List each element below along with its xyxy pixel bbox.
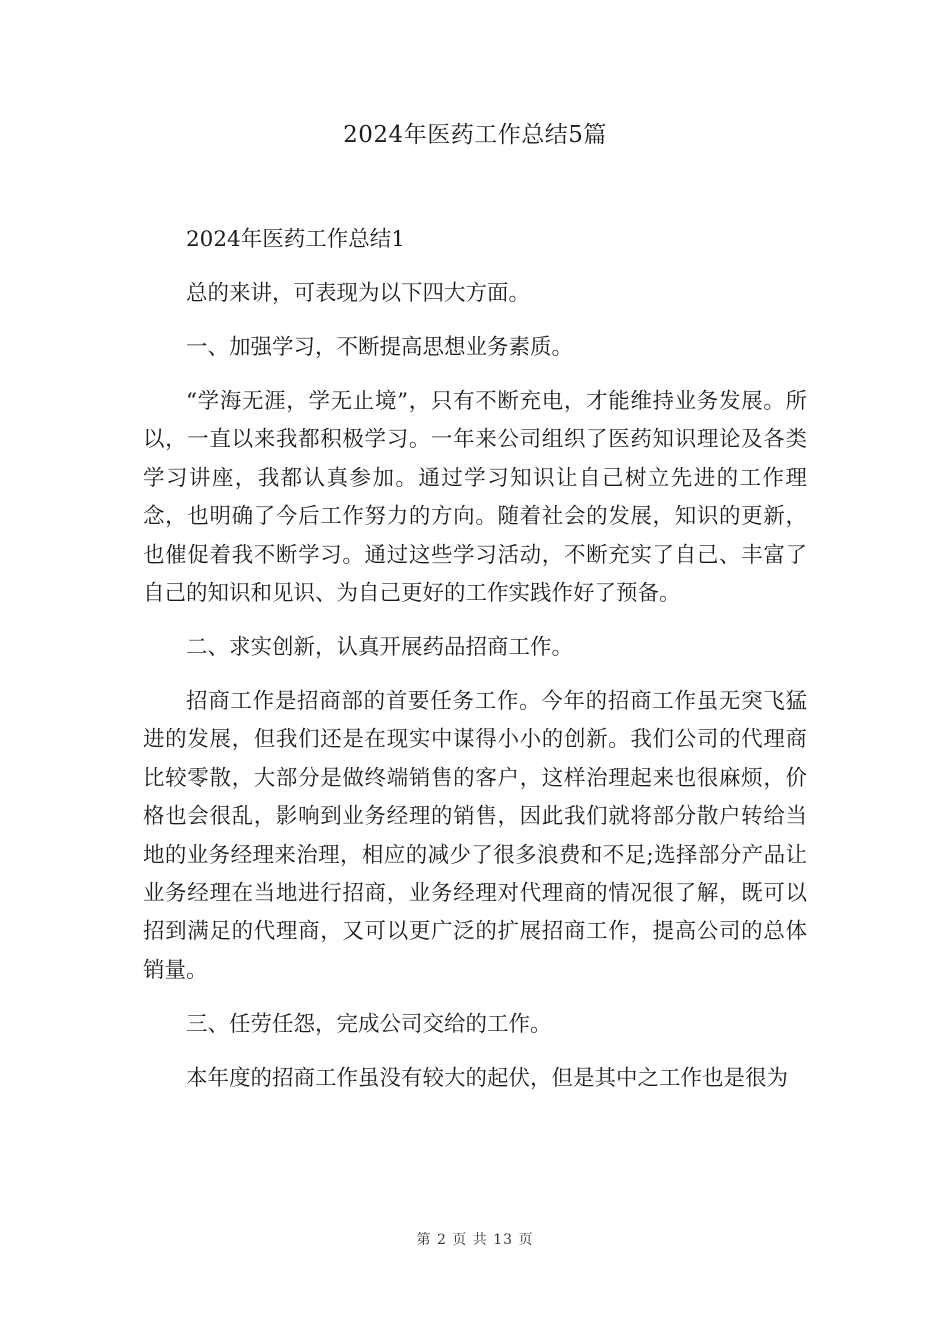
page-number-footer: 第 2 页 共 13 页 — [416, 1232, 534, 1248]
paragraph-heading-3: 三、任劳任怨，完成公司交给的工作。 — [186, 1011, 552, 1037]
paragraph-body-3: 本年度的招商工作虽没有较大的起伏，但是其中之工作也是很为 — [186, 1065, 789, 1091]
paragraph-body-2: 招商工作是招商部的首要任务工作。今年的招商工作虽无突飞猛进的发展，但我们还是在现实中谋得小小的创新。我们公司的代理商比较零散，大部分是做终端销售的客户，这样治理起来也很麻烦，价格也会很乱，影响到业务经理的销售，因此我们就将部分散户转给当地的业务经理来治理，相应的减少了很多浪费和不足;选择部分产品让业务经理在当地进行招商，业务经理对代理商的情况很了解，既可以招到满足的代理商，又可以更广泛的扩展招商工作，提高公司的总体销量。 — [143, 689, 807, 983]
section-title: 2024年医药工作总结1 — [186, 227, 405, 252]
document-body — [143, 221, 807, 1114]
document-title: 2024年医药工作总结5篇 — [343, 122, 607, 148]
paragraph-heading-2: 二、求实创新，认真开展药品招商工作。 — [186, 635, 574, 661]
paragraph-body-1: “学海无涯，学无止境”，只有不断充电，才能维持业务发展。所以，一直以来我都积极学习。一年来公司组织了医药知识理论及各类学习讲座，我都认真参加。通过学习知识让自己树立先进的工作理念，也明确了今后工作努力的方向。随着社会的发展，知识的更新，也催促着我不断学习。通过这些学习活动，不断充实了自己、丰富了自己的知识和见识、为自己更好的工作实践作好了预备。 — [143, 389, 807, 607]
paragraph-heading-1: 一、加强学习，不断提高思想业务素质。 — [186, 335, 574, 360]
paragraph-intro: 总的来讲，可表现为以下四大方面。 — [186, 281, 531, 306]
